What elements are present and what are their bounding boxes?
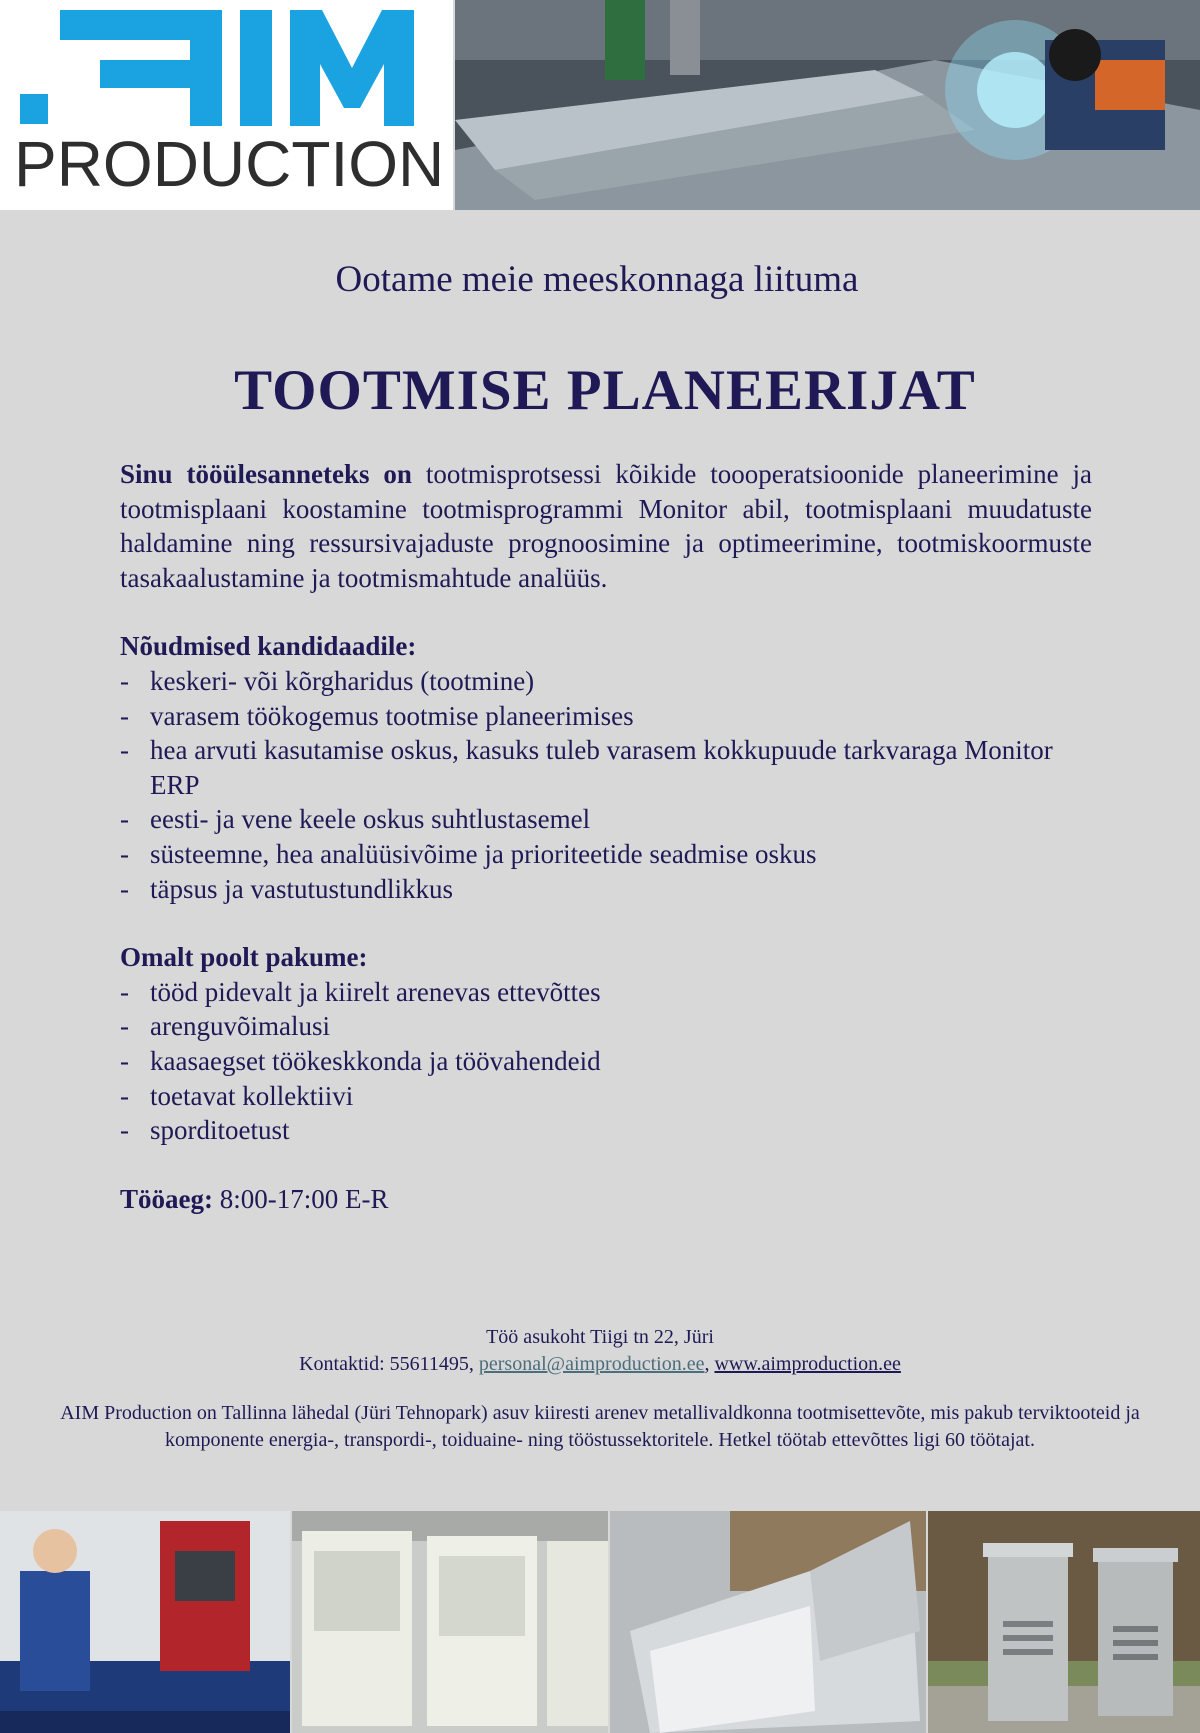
list-item: - varasem töökogemus tootmise planeerimises (120, 699, 1092, 734)
welder-illustration (455, 0, 1200, 210)
intro-line: Ootame meie meeskonnaga liituma (335, 259, 859, 300)
duties-lead: Sinu tööülesanneteks on (120, 459, 412, 489)
duties-paragraph (120, 457, 1092, 595)
worktime (120, 1182, 1092, 1217)
website-link[interactable]: www.aimproduction.ee (714, 1353, 901, 1375)
job-title: TOOTMISE PLANEERIJAT (234, 359, 976, 422)
contacts-label: Kontaktid: 55611495, (299, 1353, 474, 1375)
header (0, 0, 1200, 210)
logo-wordmark: PRODUCTION (14, 128, 445, 200)
photo-worker (0, 1511, 290, 1733)
job-description (120, 457, 1092, 1216)
worktime-label: Tööaeg: (120, 1183, 213, 1214)
photo-strip (0, 1511, 1200, 1733)
contact-info (0, 1324, 1200, 1378)
contacts-line (0, 1351, 1200, 1378)
company-logo (0, 0, 453, 210)
company-about: AIM Production on Tallinna lähedal (Jüri Tehnopark) asuv kiiresti arenev metallivaldkonna tootmisettevõte, mis pakub terviktooteid ja komponente energia-, transpordi-, toiduaine- ning tööstussektoritele. Hetkel töötab ettevõttes ligi 60 töötajat. (60, 1402, 1140, 1451)
list-item: - toetavat kollektiivi (120, 1079, 1092, 1114)
list-item: - süsteemne, hea analüüsivõime ja prioriteetide seadmise oskus (120, 837, 1092, 872)
worktime-value: 8:00-17:00 E-R (219, 1183, 389, 1214)
list-item: - tööd pidevalt ja kiirelt arenevas ettevõttes (120, 975, 1092, 1010)
email-link[interactable]: personal@aimproduction.ee (478, 1353, 705, 1375)
offer-heading: Omalt poolt pakume: (120, 942, 368, 973)
aim-logo-mark (20, 8, 430, 128)
duties-text: tootmisprotsessi kõikide toooperatsioonide planeerimine ja tootmisplaani koostamine tootmisprogrammi Monitor abil, tootmisplaani muudatuste haldamine ning ressursivajaduste prognoosimine ja optimeerimine, tootmiskoormuste tasakaalustamine ja tootmismahtude analüüs. (120, 459, 1092, 593)
photo-outdoor-pillars (928, 1511, 1200, 1733)
contacts-separator: , (704, 1353, 710, 1375)
list-item: - kaasaegset töökeskkonda ja töövahendeid (120, 1044, 1092, 1079)
photo-cabinets (292, 1511, 608, 1733)
list-item: - arenguvõimalusi (120, 1009, 1092, 1044)
requirements-list (120, 664, 1092, 906)
list-item: - täpsus ja vastutustundlikkus (120, 872, 1092, 907)
list-item: - keskeri- või kõrgharidus (tootmine) (120, 664, 1092, 699)
list-item: - eesti- ja vene keele oskus suhtlustasemel (120, 802, 1092, 837)
list-item: - sporditoetust (120, 1113, 1092, 1148)
hero-photo-welder (455, 0, 1200, 210)
requirements-heading: Nõudmised kandidaadile: (120, 631, 417, 662)
list-item: - hea arvuti kasutamise oskus, kasuks tuleb varasem kokkupuude tarkvaraga Monitor ERP (120, 733, 1092, 802)
offer-list (120, 975, 1092, 1148)
job-location: Töö asukoht Tiigi tn 22, Jüri (486, 1326, 714, 1348)
photo-steel-enclosure (610, 1511, 926, 1733)
